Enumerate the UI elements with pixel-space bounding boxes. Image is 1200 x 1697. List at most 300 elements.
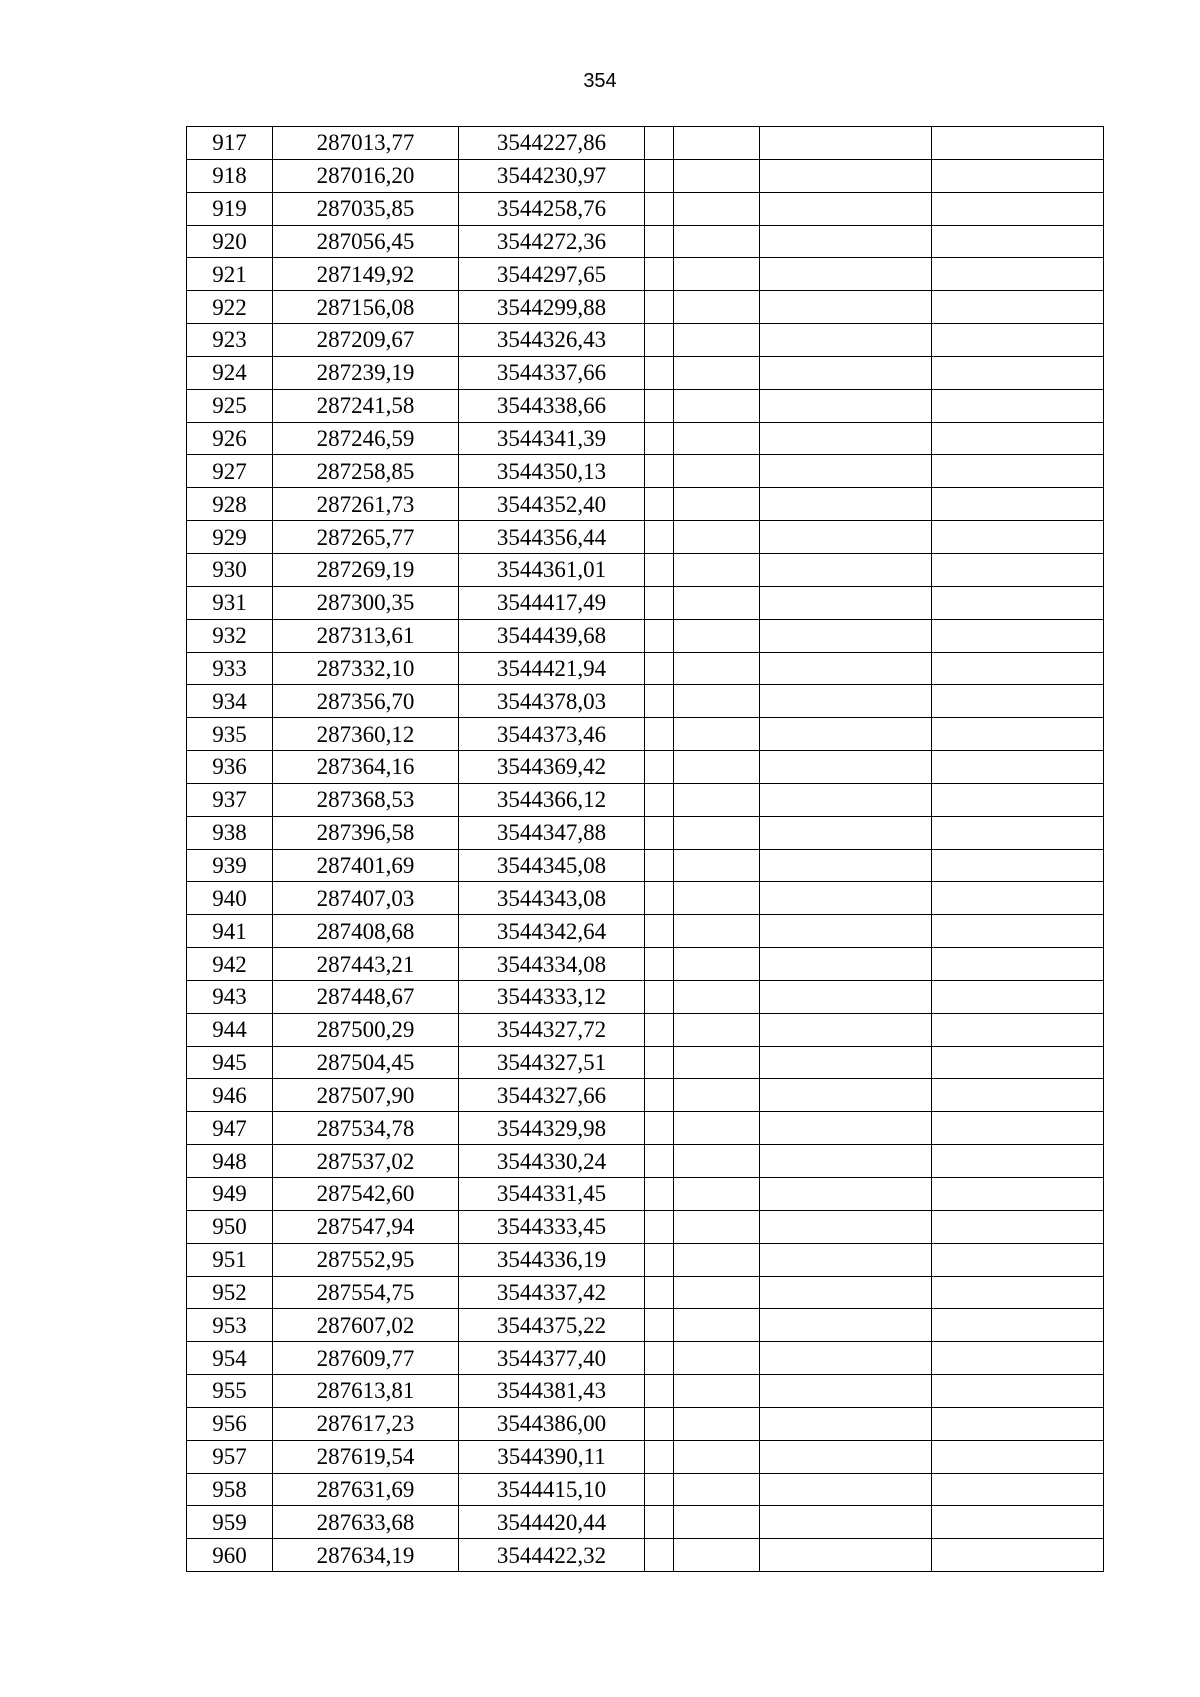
point-number-cell: 946	[187, 1079, 273, 1112]
x-coordinate-cell: 287364,16	[273, 751, 459, 784]
empty-cell	[760, 1210, 932, 1243]
empty-cell	[760, 1243, 932, 1276]
x-coordinate-cell: 287156,08	[273, 291, 459, 324]
empty-cell	[760, 1375, 932, 1408]
y-coordinate-cell: 3544347,88	[459, 816, 645, 849]
y-coordinate-cell: 3544352,40	[459, 488, 645, 521]
empty-cell	[932, 1375, 1104, 1408]
y-coordinate-cell: 3544338,66	[459, 389, 645, 422]
empty-cell	[760, 1309, 932, 1342]
empty-cell	[932, 751, 1104, 784]
empty-cell	[645, 882, 674, 915]
x-coordinate-cell: 287261,73	[273, 488, 459, 521]
empty-cell	[645, 948, 674, 981]
y-coordinate-cell: 3544331,45	[459, 1178, 645, 1211]
empty-cell	[645, 783, 674, 816]
x-coordinate-cell: 287634,19	[273, 1539, 459, 1572]
point-number-cell: 956	[187, 1407, 273, 1440]
table-row	[187, 882, 1104, 915]
empty-cell	[645, 1473, 674, 1506]
x-coordinate-cell: 287016,20	[273, 159, 459, 192]
empty-cell	[932, 1407, 1104, 1440]
empty-cell	[674, 422, 760, 455]
empty-cell	[645, 586, 674, 619]
empty-cell	[760, 652, 932, 685]
y-coordinate-cell: 3544356,44	[459, 521, 645, 554]
table-row	[187, 1112, 1104, 1145]
empty-cell	[760, 553, 932, 586]
x-coordinate-cell: 287554,75	[273, 1276, 459, 1309]
empty-cell	[760, 1112, 932, 1145]
table-row	[187, 1178, 1104, 1211]
empty-cell	[932, 192, 1104, 225]
y-coordinate-cell: 3544386,00	[459, 1407, 645, 1440]
empty-cell	[645, 1013, 674, 1046]
point-number-cell: 944	[187, 1013, 273, 1046]
point-number-cell: 949	[187, 1178, 273, 1211]
empty-cell	[760, 422, 932, 455]
empty-cell	[645, 291, 674, 324]
point-number-cell: 954	[187, 1342, 273, 1375]
empty-cell	[645, 849, 674, 882]
point-number-cell: 951	[187, 1243, 273, 1276]
coordinates-table-body	[187, 127, 1104, 1572]
empty-cell	[932, 159, 1104, 192]
empty-cell	[645, 488, 674, 521]
table-row	[187, 455, 1104, 488]
empty-cell	[674, 1407, 760, 1440]
empty-cell	[674, 258, 760, 291]
x-coordinate-cell: 287356,70	[273, 685, 459, 718]
empty-cell	[674, 1342, 760, 1375]
point-number-cell: 943	[187, 980, 273, 1013]
table-row	[187, 521, 1104, 554]
y-coordinate-cell: 3544327,66	[459, 1079, 645, 1112]
y-coordinate-cell: 3544377,40	[459, 1342, 645, 1375]
empty-cell	[760, 291, 932, 324]
empty-cell	[645, 1407, 674, 1440]
empty-cell	[932, 1145, 1104, 1178]
empty-cell	[760, 1046, 932, 1079]
empty-cell	[760, 882, 932, 915]
point-number-cell: 953	[187, 1309, 273, 1342]
point-number-cell: 917	[187, 127, 273, 160]
table-row	[187, 127, 1104, 160]
empty-cell	[932, 1112, 1104, 1145]
empty-cell	[932, 816, 1104, 849]
x-coordinate-cell: 287300,35	[273, 586, 459, 619]
empty-cell	[932, 783, 1104, 816]
x-coordinate-cell: 287035,85	[273, 192, 459, 225]
y-coordinate-cell: 3544417,49	[459, 586, 645, 619]
point-number-cell: 924	[187, 356, 273, 389]
point-number-cell: 932	[187, 619, 273, 652]
empty-cell	[760, 455, 932, 488]
x-coordinate-cell: 287500,29	[273, 1013, 459, 1046]
x-coordinate-cell: 287241,58	[273, 389, 459, 422]
empty-cell	[760, 159, 932, 192]
table-row	[187, 1539, 1104, 1572]
x-coordinate-cell: 287360,12	[273, 718, 459, 751]
x-coordinate-cell: 287443,21	[273, 948, 459, 981]
point-number-cell: 935	[187, 718, 273, 751]
empty-cell	[674, 159, 760, 192]
empty-cell	[674, 1243, 760, 1276]
x-coordinate-cell: 287448,67	[273, 980, 459, 1013]
table-row	[187, 1079, 1104, 1112]
point-number-cell: 945	[187, 1046, 273, 1079]
x-coordinate-cell: 287269,19	[273, 553, 459, 586]
point-number-cell: 930	[187, 553, 273, 586]
point-number-cell: 941	[187, 915, 273, 948]
x-coordinate-cell: 287396,58	[273, 816, 459, 849]
empty-cell	[645, 1046, 674, 1079]
empty-cell	[932, 291, 1104, 324]
empty-cell	[932, 127, 1104, 160]
empty-cell	[674, 1539, 760, 1572]
table-row	[187, 422, 1104, 455]
empty-cell	[645, 1112, 674, 1145]
empty-cell	[645, 980, 674, 1013]
empty-cell	[932, 356, 1104, 389]
y-coordinate-cell: 3544361,01	[459, 553, 645, 586]
point-number-cell: 926	[187, 422, 273, 455]
table-row	[187, 1210, 1104, 1243]
y-coordinate-cell: 3544272,36	[459, 225, 645, 258]
y-coordinate-cell: 3544420,44	[459, 1506, 645, 1539]
point-number-cell: 960	[187, 1539, 273, 1572]
y-coordinate-cell: 3544369,42	[459, 751, 645, 784]
table-row	[187, 553, 1104, 586]
empty-cell	[674, 1145, 760, 1178]
x-coordinate-cell: 287368,53	[273, 783, 459, 816]
table-row	[187, 1243, 1104, 1276]
empty-cell	[760, 1473, 932, 1506]
empty-cell	[645, 455, 674, 488]
empty-cell	[645, 1309, 674, 1342]
table-row	[187, 1473, 1104, 1506]
empty-cell	[674, 1375, 760, 1408]
point-number-cell: 920	[187, 225, 273, 258]
empty-cell	[760, 258, 932, 291]
empty-cell	[932, 1506, 1104, 1539]
x-coordinate-cell: 287537,02	[273, 1145, 459, 1178]
empty-cell	[674, 652, 760, 685]
x-coordinate-cell: 287542,60	[273, 1178, 459, 1211]
empty-cell	[760, 1079, 932, 1112]
empty-cell	[674, 980, 760, 1013]
table-row	[187, 718, 1104, 751]
empty-cell	[645, 1079, 674, 1112]
point-number-cell: 955	[187, 1375, 273, 1408]
empty-cell	[674, 127, 760, 160]
empty-cell	[760, 1013, 932, 1046]
empty-cell	[674, 488, 760, 521]
empty-cell	[674, 751, 760, 784]
y-coordinate-cell: 3544230,97	[459, 159, 645, 192]
empty-cell	[760, 488, 932, 521]
x-coordinate-cell: 287056,45	[273, 225, 459, 258]
empty-cell	[645, 225, 674, 258]
empty-cell	[645, 816, 674, 849]
point-number-cell: 942	[187, 948, 273, 981]
empty-cell	[932, 948, 1104, 981]
empty-cell	[674, 324, 760, 357]
empty-cell	[760, 1539, 932, 1572]
y-coordinate-cell: 3544336,19	[459, 1243, 645, 1276]
point-number-cell: 939	[187, 849, 273, 882]
point-number-cell: 950	[187, 1210, 273, 1243]
point-number-cell: 925	[187, 389, 273, 422]
table-row	[187, 1342, 1104, 1375]
table-row	[187, 685, 1104, 718]
empty-cell	[674, 1210, 760, 1243]
table-row	[187, 1276, 1104, 1309]
y-coordinate-cell: 3544327,51	[459, 1046, 645, 1079]
table-row	[187, 619, 1104, 652]
table-row	[187, 948, 1104, 981]
empty-cell	[674, 849, 760, 882]
table-row	[187, 356, 1104, 389]
table-row	[187, 159, 1104, 192]
empty-cell	[674, 1440, 760, 1473]
coordinates-table	[186, 126, 1104, 1572]
point-number-cell: 958	[187, 1473, 273, 1506]
table-row	[187, 1046, 1104, 1079]
x-coordinate-cell: 287613,81	[273, 1375, 459, 1408]
x-coordinate-cell: 287504,45	[273, 1046, 459, 1079]
point-number-cell: 929	[187, 521, 273, 554]
empty-cell	[645, 127, 674, 160]
empty-cell	[645, 751, 674, 784]
empty-cell	[760, 1407, 932, 1440]
empty-cell	[645, 159, 674, 192]
empty-cell	[932, 389, 1104, 422]
empty-cell	[645, 685, 674, 718]
empty-cell	[674, 356, 760, 389]
empty-cell	[674, 619, 760, 652]
empty-cell	[932, 586, 1104, 619]
empty-cell	[760, 751, 932, 784]
empty-cell	[760, 225, 932, 258]
table-row	[187, 1145, 1104, 1178]
empty-cell	[674, 1473, 760, 1506]
empty-cell	[645, 422, 674, 455]
empty-cell	[760, 685, 932, 718]
x-coordinate-cell: 287609,77	[273, 1342, 459, 1375]
point-number-cell: 940	[187, 882, 273, 915]
x-coordinate-cell: 287619,54	[273, 1440, 459, 1473]
point-number-cell: 927	[187, 455, 273, 488]
empty-cell	[674, 455, 760, 488]
empty-cell	[645, 1243, 674, 1276]
x-coordinate-cell: 287313,61	[273, 619, 459, 652]
x-coordinate-cell: 287332,10	[273, 652, 459, 685]
empty-cell	[932, 619, 1104, 652]
point-number-cell: 952	[187, 1276, 273, 1309]
table-row	[187, 1013, 1104, 1046]
empty-cell	[674, 1112, 760, 1145]
empty-cell	[674, 783, 760, 816]
x-coordinate-cell: 287239,19	[273, 356, 459, 389]
empty-cell	[674, 1309, 760, 1342]
y-coordinate-cell: 3544337,42	[459, 1276, 645, 1309]
y-coordinate-cell: 3544333,12	[459, 980, 645, 1013]
empty-cell	[932, 422, 1104, 455]
empty-cell	[760, 619, 932, 652]
empty-cell	[760, 849, 932, 882]
point-number-cell: 948	[187, 1145, 273, 1178]
x-coordinate-cell: 287265,77	[273, 521, 459, 554]
empty-cell	[932, 1276, 1104, 1309]
empty-cell	[760, 389, 932, 422]
table-row	[187, 225, 1104, 258]
y-coordinate-cell: 3544421,94	[459, 652, 645, 685]
table-row	[187, 586, 1104, 619]
y-coordinate-cell: 3544329,98	[459, 1112, 645, 1145]
empty-cell	[932, 1539, 1104, 1572]
empty-cell	[932, 1309, 1104, 1342]
empty-cell	[932, 915, 1104, 948]
empty-cell	[674, 816, 760, 849]
empty-cell	[674, 882, 760, 915]
page-number: 354	[583, 70, 617, 92]
empty-cell	[760, 356, 932, 389]
empty-cell	[674, 553, 760, 586]
table-row	[187, 1375, 1104, 1408]
empty-cell	[645, 1506, 674, 1539]
empty-cell	[760, 1178, 932, 1211]
x-coordinate-cell: 287507,90	[273, 1079, 459, 1112]
empty-cell	[674, 586, 760, 619]
empty-cell	[932, 1178, 1104, 1211]
empty-cell	[674, 389, 760, 422]
empty-cell	[760, 127, 932, 160]
empty-cell	[760, 1440, 932, 1473]
point-number-cell: 922	[187, 291, 273, 324]
y-coordinate-cell: 3544422,32	[459, 1539, 645, 1572]
x-coordinate-cell: 287209,67	[273, 324, 459, 357]
point-number-cell: 931	[187, 586, 273, 619]
x-coordinate-cell: 287401,69	[273, 849, 459, 882]
table-row	[187, 652, 1104, 685]
empty-cell	[645, 356, 674, 389]
x-coordinate-cell: 287607,02	[273, 1309, 459, 1342]
empty-cell	[932, 1046, 1104, 1079]
x-coordinate-cell: 287407,03	[273, 882, 459, 915]
empty-cell	[760, 1506, 932, 1539]
empty-cell	[674, 192, 760, 225]
empty-cell	[645, 258, 674, 291]
point-number-cell: 938	[187, 816, 273, 849]
point-number-cell: 959	[187, 1506, 273, 1539]
point-number-cell: 919	[187, 192, 273, 225]
empty-cell	[645, 915, 674, 948]
y-coordinate-cell: 3544439,68	[459, 619, 645, 652]
y-coordinate-cell: 3544337,66	[459, 356, 645, 389]
empty-cell	[760, 1145, 932, 1178]
empty-cell	[674, 1079, 760, 1112]
y-coordinate-cell: 3544342,64	[459, 915, 645, 948]
empty-cell	[932, 1473, 1104, 1506]
empty-cell	[932, 685, 1104, 718]
empty-cell	[932, 521, 1104, 554]
y-coordinate-cell: 3544258,76	[459, 192, 645, 225]
table-row	[187, 783, 1104, 816]
empty-cell	[674, 521, 760, 554]
x-coordinate-cell: 287013,77	[273, 127, 459, 160]
empty-cell	[932, 1342, 1104, 1375]
x-coordinate-cell: 287534,78	[273, 1112, 459, 1145]
y-coordinate-cell: 3544330,24	[459, 1145, 645, 1178]
point-number-cell: 933	[187, 652, 273, 685]
y-coordinate-cell: 3544334,08	[459, 948, 645, 981]
empty-cell	[645, 1539, 674, 1572]
empty-cell	[760, 816, 932, 849]
y-coordinate-cell: 3544345,08	[459, 849, 645, 882]
empty-cell	[760, 1342, 932, 1375]
empty-cell	[645, 1178, 674, 1211]
empty-cell	[674, 915, 760, 948]
x-coordinate-cell: 287258,85	[273, 455, 459, 488]
x-coordinate-cell: 287552,95	[273, 1243, 459, 1276]
table-row	[187, 849, 1104, 882]
table-row	[187, 1440, 1104, 1473]
x-coordinate-cell: 287617,23	[273, 1407, 459, 1440]
empty-cell	[645, 1276, 674, 1309]
point-number-cell: 957	[187, 1440, 273, 1473]
y-coordinate-cell: 3544343,08	[459, 882, 645, 915]
empty-cell	[932, 1243, 1104, 1276]
empty-cell	[760, 980, 932, 1013]
empty-cell	[645, 1375, 674, 1408]
empty-cell	[674, 1046, 760, 1079]
x-coordinate-cell: 287149,92	[273, 258, 459, 291]
empty-cell	[932, 324, 1104, 357]
table-row	[187, 192, 1104, 225]
y-coordinate-cell: 3544326,43	[459, 324, 645, 357]
x-coordinate-cell: 287633,68	[273, 1506, 459, 1539]
y-coordinate-cell: 3544373,46	[459, 718, 645, 751]
point-number-cell: 937	[187, 783, 273, 816]
empty-cell	[760, 521, 932, 554]
table-row	[187, 389, 1104, 422]
empty-cell	[645, 324, 674, 357]
y-coordinate-cell: 3544415,10	[459, 1473, 645, 1506]
empty-cell	[674, 225, 760, 258]
y-coordinate-cell: 3544297,65	[459, 258, 645, 291]
empty-cell	[674, 718, 760, 751]
empty-cell	[674, 1506, 760, 1539]
y-coordinate-cell: 3544375,22	[459, 1309, 645, 1342]
empty-cell	[674, 1178, 760, 1211]
table-row	[187, 324, 1104, 357]
table-row	[187, 488, 1104, 521]
empty-cell	[932, 980, 1104, 1013]
empty-cell	[674, 685, 760, 718]
y-coordinate-cell: 3544227,86	[459, 127, 645, 160]
x-coordinate-cell: 287547,94	[273, 1210, 459, 1243]
point-number-cell: 921	[187, 258, 273, 291]
empty-cell	[932, 652, 1104, 685]
y-coordinate-cell: 3544299,88	[459, 291, 645, 324]
empty-cell	[645, 718, 674, 751]
empty-cell	[932, 849, 1104, 882]
empty-cell	[932, 455, 1104, 488]
table-row	[187, 980, 1104, 1013]
empty-cell	[645, 1440, 674, 1473]
empty-cell	[760, 948, 932, 981]
